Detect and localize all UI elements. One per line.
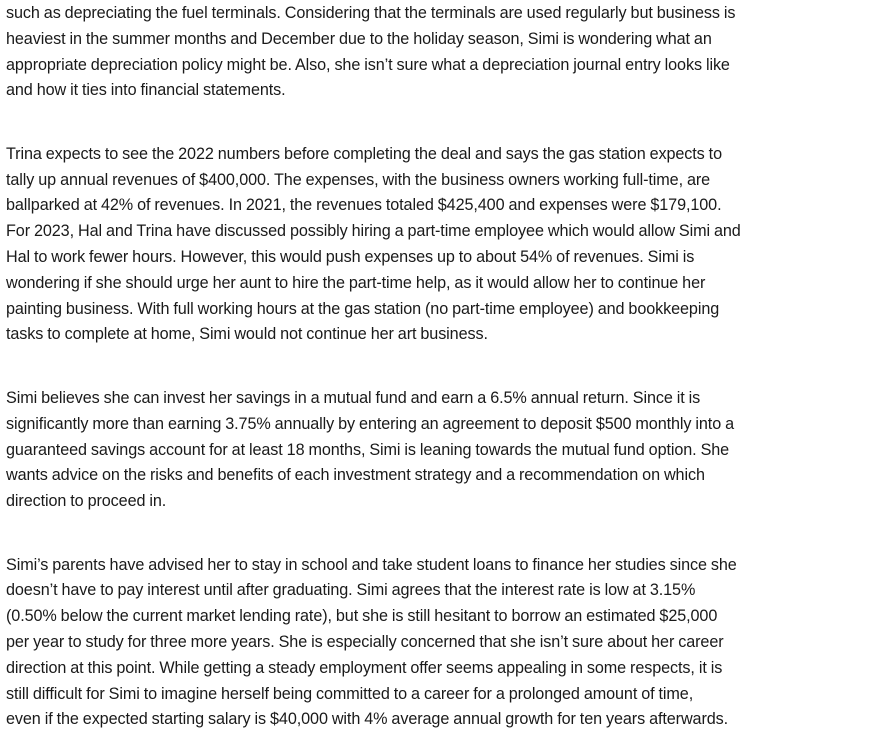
- text-line: tally up annual revenues of $400,000. The expenses, with the business owners working full-time, are: [6, 170, 711, 189]
- text-line: ballparked at 42% of revenues. In 2021, the revenues totaled $425,400 and expenses were $179,100.: [6, 196, 722, 215]
- text-line: appropriate depreciation policy might be. Also, she isn’t sure what a depreciation journal entry looks like: [6, 55, 730, 74]
- text-line: doesn’t have to pay interest until after graduating. Simi agrees that the interest rate is low at 3.15%: [6, 581, 696, 600]
- text-line: and how it ties into financial statements.: [6, 81, 286, 100]
- text-line: wants advice on the risks and benefits of each investment strategy and a recommendation on which: [6, 466, 705, 485]
- document-body: [6, 0, 872, 733]
- text-line: tasks to complete at home, Simi would not continue her art business.: [6, 325, 488, 344]
- text-line: per year to study for three more years. She is especially concerned that she isn’t sure about her career: [6, 633, 724, 651]
- text-line: even if the expected starting salary is $40,000 with 4% average annual growth for ten years afterwards.: [6, 710, 729, 729]
- paragraph-student-loans: [6, 553, 872, 734]
- paragraph-investment: [6, 386, 872, 515]
- text-line: Simi’s parents have advised her to stay in school and take student loans to finance her studies since she: [6, 555, 737, 574]
- text-line: significantly more than earning 3.75% annually by entering an agreement to deposit $500 monthly into a: [6, 414, 734, 433]
- text-line: guaranteed savings account for at least 18 months, Simi is leaning towards the mutual fund option. She: [6, 440, 730, 459]
- text-line: Hal to work fewer hours. However, this would push expenses up to about 54% of revenues. Simi is: [6, 248, 695, 267]
- text-line: (0.50% below the current market lending rate), but she is still hesitant to borrow an estimated $25,000: [6, 607, 718, 626]
- text-line: wondering if she should urge her aunt to hire the part-time help, as it would allow her to continue her: [6, 273, 706, 292]
- text-line: heaviest in the summer months and December due to the holiday season, Simi is wondering what an: [6, 29, 712, 48]
- text-line: still difficult for Simi to imagine herself being committed to a career for a prolonged amount of time,: [6, 684, 694, 703]
- text-line: For 2023, Hal and Trina have discussed possibly hiring a part-time employee which would allow Simi and: [6, 222, 741, 241]
- paragraph-depreciation: [6, 1, 872, 104]
- paragraph-revenues-expenses: [6, 142, 872, 348]
- text-line: direction at this point. While getting a steady employment offer seems appealing in some respects, it is: [6, 658, 723, 677]
- text-line: Simi believes she can invest her savings in a mutual fund and earn a 6.5% annual return. Since it is: [6, 388, 701, 407]
- text-line: direction to proceed in.: [6, 492, 167, 511]
- text-line: such as depreciating the fuel terminals. Considering that the terminals are used regularly but business is: [6, 4, 736, 22]
- text-line: Trina expects to see the 2022 numbers before completing the deal and says the gas station expects to: [6, 144, 722, 163]
- text-line: painting business. With full working hours at the gas station (no part-time employee) and bookkeeping: [6, 299, 720, 318]
